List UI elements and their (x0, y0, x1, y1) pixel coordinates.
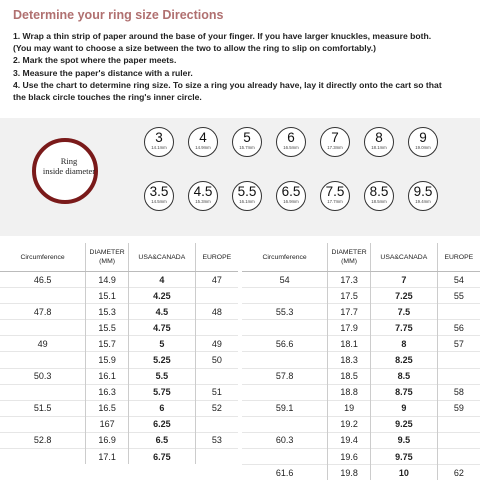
header-diameter (86, 243, 129, 272)
ring-size-circle (276, 127, 306, 157)
cell-circumference (242, 320, 328, 336)
cell-usa-size: 10 (371, 465, 438, 480)
ring-size-mm: 15.3mm (195, 199, 211, 204)
cell-circumference: 61.6 (242, 465, 328, 480)
cell-usa-size: 7.75 (371, 320, 438, 336)
cell-diameter: 17.1 (86, 449, 129, 465)
ring-size-number: 6.5 (281, 184, 301, 199)
ring-size-number: 5.5 (237, 184, 257, 199)
cell-usa-size: 9.25 (371, 416, 438, 432)
ring-size-number: 3.5 (149, 184, 169, 199)
cell-europe-size (437, 368, 480, 384)
cell-europe-size: 47 (195, 272, 238, 288)
cell-diameter: 19.4 (328, 432, 371, 448)
table-row (242, 432, 480, 448)
cell-europe-size: 55 (437, 288, 480, 304)
header-unit: (MM) (99, 258, 116, 265)
header-label: DIAMETER (89, 249, 125, 256)
ring-size-mm: 19.4mm (415, 199, 431, 204)
table-row (0, 449, 238, 465)
cell-circumference: 49 (0, 336, 86, 352)
table-row (242, 384, 480, 400)
cell-circumference (0, 320, 86, 336)
cell-diameter: 16.3 (86, 384, 129, 400)
cell-diameter: 167 (86, 416, 129, 432)
ring-size-circle (276, 181, 306, 211)
cell-circumference: 55.3 (242, 304, 328, 320)
ring-size-circle (364, 181, 394, 211)
cell-diameter: 18.5 (328, 368, 371, 384)
cell-usa-size: 6.25 (129, 416, 196, 432)
cell-diameter: 17.9 (328, 320, 371, 336)
ring-size-mm: 16.5mm (283, 145, 299, 150)
table-row (242, 400, 480, 416)
ring-size-circle (144, 127, 174, 157)
ring-size-number: 9.5 (413, 184, 433, 199)
page-title: Determine your ring size Directions (13, 8, 224, 22)
cell-europe-size (437, 449, 480, 465)
ring-diagram (32, 138, 98, 204)
cell-europe-size: 54 (437, 272, 480, 288)
ring-size-mm: 16.1mm (239, 199, 255, 204)
header-usa-canada (371, 243, 438, 272)
header-label: EUROPE (444, 253, 474, 261)
ring-size-circle (188, 181, 218, 211)
table-row (242, 465, 480, 480)
header-label: Circumference (20, 253, 65, 261)
ring-size-mm: 15.7mm (239, 145, 255, 150)
cell-europe-size (195, 449, 238, 465)
cell-circumference: 60.3 (242, 432, 328, 448)
ring-size-mm: 19.0mm (415, 145, 431, 150)
cell-europe-size: 49 (195, 336, 238, 352)
cell-diameter: 19 (328, 400, 371, 416)
cell-circumference (0, 352, 86, 368)
ring-size-number: 7.5 (325, 184, 345, 199)
cell-diameter: 15.5 (86, 320, 129, 336)
cell-usa-size: 4.25 (129, 288, 196, 304)
instruction-line: the black circle touches the ring's inner circle. (13, 92, 202, 103)
cell-usa-size: 7.25 (371, 288, 438, 304)
cell-circumference: 54 (242, 272, 328, 288)
table-row (0, 336, 238, 352)
ring-size-number: 7 (331, 130, 339, 145)
cell-diameter: 18.3 (328, 352, 371, 368)
cell-circumference (242, 384, 328, 400)
cell-usa-size: 7.5 (371, 304, 438, 320)
cell-europe-size (437, 416, 480, 432)
cell-europe-size: 53 (195, 432, 238, 448)
cell-europe-size: 51 (195, 384, 238, 400)
table-row (242, 272, 480, 288)
table-row (242, 320, 480, 336)
ring-size-mm: 14.1mm (151, 145, 167, 150)
cell-circumference (242, 416, 328, 432)
ring-label: Ring (60, 156, 78, 166)
cell-circumference (0, 288, 86, 304)
cell-usa-size: 6.75 (129, 449, 196, 465)
ring-size-number: 6 (287, 130, 295, 145)
ring-size-number: 9 (419, 130, 427, 145)
ring-size-number: 8 (375, 130, 383, 145)
cell-usa-size: 8.25 (371, 352, 438, 368)
ring-size-circle (364, 127, 394, 157)
cell-usa-size: 6.5 (129, 432, 196, 448)
table-row (0, 432, 238, 448)
instruction-line: 2. Mark the spot where the paper meets. (13, 55, 177, 66)
ring-size-mm: 17.3mm (327, 145, 343, 150)
cell-circumference: 50.3 (0, 368, 86, 384)
header-label: USA&CANADA (138, 253, 186, 261)
cell-diameter: 15.9 (86, 352, 129, 368)
ring-size-circle (144, 181, 174, 211)
ring-size-mm: 14.9mm (195, 145, 211, 150)
header-circumference (242, 243, 328, 272)
cell-usa-size: 4 (129, 272, 196, 288)
cell-circumference (0, 384, 86, 400)
ring-size-circle (188, 127, 218, 157)
cell-europe-size (195, 416, 238, 432)
table-row (242, 304, 480, 320)
cell-circumference (0, 449, 86, 465)
header-diameter (328, 243, 371, 272)
cell-usa-size: 6 (129, 400, 196, 416)
ring-size-circle (408, 127, 438, 157)
ring-size-circle (232, 127, 262, 157)
ring-size-number: 3 (155, 130, 163, 145)
cell-diameter: 16.9 (86, 432, 129, 448)
table-row (242, 336, 480, 352)
cell-usa-size: 9 (371, 400, 438, 416)
cell-europe-size: 62 (437, 465, 480, 480)
cell-circumference: 59.1 (242, 400, 328, 416)
cell-diameter: 19.8 (328, 465, 371, 480)
cell-diameter: 15.3 (86, 304, 129, 320)
header-unit: (MM) (341, 258, 358, 265)
cell-diameter: 15.7 (86, 336, 129, 352)
ring-size-mm: 18.5mm (371, 199, 387, 204)
cell-europe-size: 48 (195, 304, 238, 320)
cell-diameter: 16.1 (86, 368, 129, 384)
cell-circumference: 56.6 (242, 336, 328, 352)
cell-europe-size (437, 432, 480, 448)
cell-circumference (0, 416, 86, 432)
cell-diameter: 18.1 (328, 336, 371, 352)
table-row (0, 416, 238, 432)
cell-europe-size (437, 352, 480, 368)
table-row (0, 384, 238, 400)
cell-usa-size: 5.25 (129, 352, 196, 368)
ring-size-mm: 18.1mm (371, 145, 387, 150)
ring-size-mm: 17.7mm (327, 199, 343, 204)
size-table-right (242, 243, 480, 480)
cell-diameter: 15.1 (86, 288, 129, 304)
cell-usa-size: 7 (371, 272, 438, 288)
header-label: EUROPE (202, 253, 232, 261)
ring-size-circle (320, 181, 350, 211)
header-usa-canada (129, 243, 196, 272)
cell-usa-size: 4.5 (129, 304, 196, 320)
table-row (0, 320, 238, 336)
cell-europe-size (195, 320, 238, 336)
cell-circumference: 57.8 (242, 368, 328, 384)
cell-europe-size: 58 (437, 384, 480, 400)
table-row (0, 352, 238, 368)
cell-usa-size: 8 (371, 336, 438, 352)
header-europe (437, 243, 480, 272)
table-row (242, 416, 480, 432)
cell-usa-size: 9.75 (371, 449, 438, 465)
cell-europe-size: 56 (437, 320, 480, 336)
table-row (0, 368, 238, 384)
ring-size-number: 4 (199, 130, 207, 145)
table-row (242, 368, 480, 384)
instruction-line: (You may want to choose a size between the two to allow the ring to slip on comfortably.) (13, 43, 377, 54)
size-tables (0, 243, 480, 478)
header-label: DIAMETER (331, 249, 367, 256)
cell-diameter: 16.5 (86, 400, 129, 416)
cell-europe-size: 50 (195, 352, 238, 368)
instructions (13, 30, 473, 103)
ring-size-number: 4.5 (193, 184, 213, 199)
cell-usa-size: 4.75 (129, 320, 196, 336)
ring-size-mm: 14.5mm (151, 199, 167, 204)
cell-diameter: 17.5 (328, 288, 371, 304)
header-label: USA&CANADA (380, 253, 428, 261)
cell-europe-size: 52 (195, 400, 238, 416)
table-row (242, 288, 480, 304)
cell-europe-size: 59 (437, 400, 480, 416)
cell-circumference (242, 352, 328, 368)
cell-europe-size (195, 368, 238, 384)
cell-circumference: 47.8 (0, 304, 86, 320)
table-row (242, 352, 480, 368)
table-row (0, 288, 238, 304)
ring-label: inside diameter (42, 166, 96, 176)
header (0, 0, 480, 30)
cell-circumference: 52.8 (0, 432, 86, 448)
cell-usa-size: 5.5 (129, 368, 196, 384)
cell-usa-size: 5 (129, 336, 196, 352)
cell-usa-size: 8.5 (371, 368, 438, 384)
instruction-line: 1. Wrap a thin strip of paper around the base of your finger. If you have larger knuckles, measure both. (13, 31, 432, 41)
ring-size-number: 8.5 (369, 184, 389, 199)
cell-circumference (242, 449, 328, 465)
ring-size-mm: 16.9mm (283, 199, 299, 204)
cell-usa-size: 8.75 (371, 384, 438, 400)
header-label: Circumference (262, 253, 307, 261)
cell-usa-size: 9.5 (371, 432, 438, 448)
cell-diameter: 18.8 (328, 384, 371, 400)
ring-size-circle (408, 181, 438, 211)
cell-diameter: 17.7 (328, 304, 371, 320)
header-europe (195, 243, 238, 272)
ring-size-number: 5 (243, 130, 251, 145)
ring-size-circle (320, 127, 350, 157)
cell-europe-size: 57 (437, 336, 480, 352)
instruction-line: 3. Measure the paper's distance with a ruler. (13, 67, 193, 78)
size-table-left (0, 243, 238, 464)
ring-size-circle (232, 181, 262, 211)
cell-circumference: 51.5 (0, 400, 86, 416)
cell-circumference (242, 288, 328, 304)
cell-europe-size (195, 288, 238, 304)
cell-diameter: 14.9 (86, 272, 129, 288)
cell-diameter: 19.2 (328, 416, 371, 432)
table-row (0, 304, 238, 320)
ring-size-chart (0, 118, 480, 236)
cell-circumference: 46.5 (0, 272, 86, 288)
instruction-line: 4. Use the chart to determine ring size. To size a ring you already have, lay it directly onto the cart so that (13, 79, 442, 90)
cell-europe-size (437, 304, 480, 320)
table-row (0, 400, 238, 416)
table-row (0, 272, 238, 288)
cell-usa-size: 5.75 (129, 384, 196, 400)
header-circumference (0, 243, 86, 272)
cell-diameter: 19.6 (328, 449, 371, 465)
cell-diameter: 17.3 (328, 272, 371, 288)
table-row (242, 449, 480, 465)
